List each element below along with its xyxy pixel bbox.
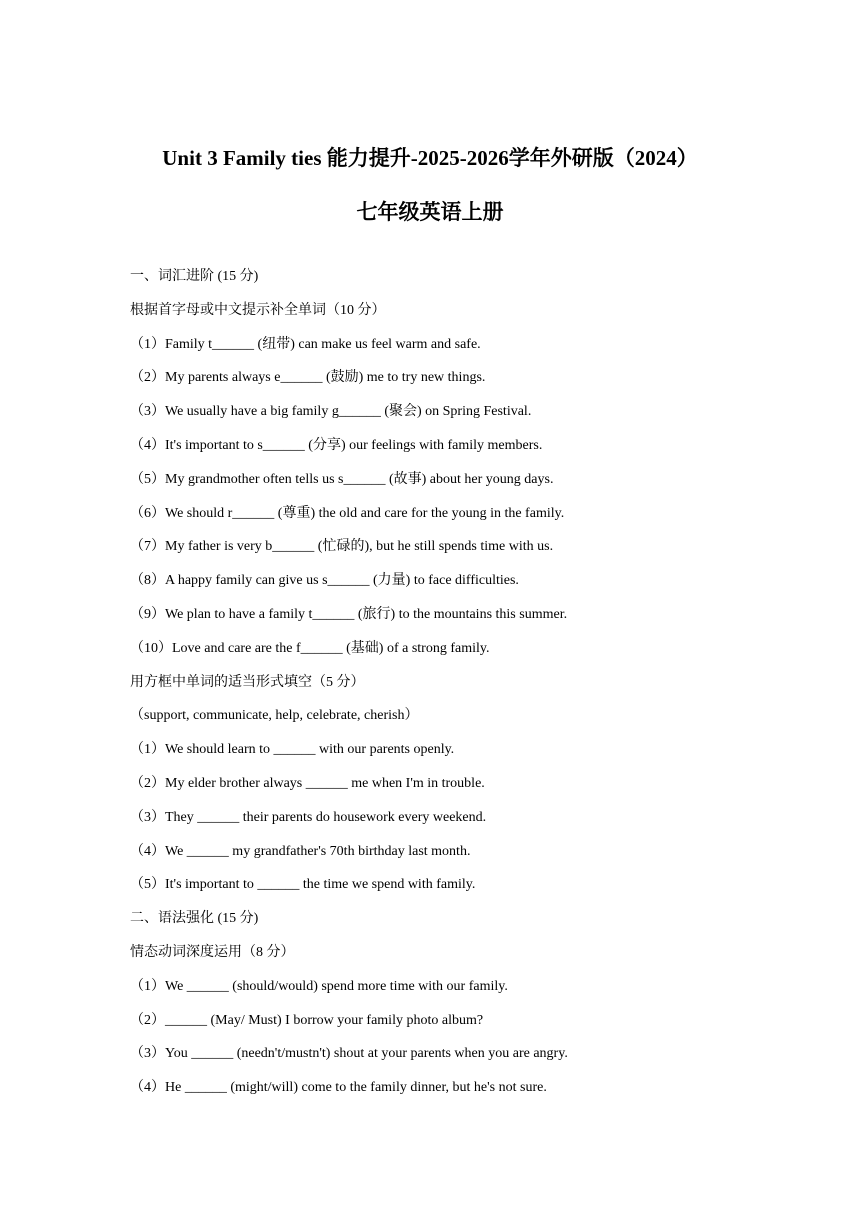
- question-item: （2）My elder brother always ______ me when I'm in trouble.: [130, 775, 485, 791]
- question-item: （2）My parents always e______ (鼓励) me to try new things.: [130, 370, 486, 386]
- question-item: （5）My grandmother often tells us s______ (故事) about her young days.: [130, 471, 554, 487]
- question-item: （1）Family t______ (纽带) can make us feel warm and safe.: [130, 336, 481, 352]
- section-heading-grammar: 二、语法强化 (15 分): [130, 911, 259, 927]
- question-item: （1）We ______ (should/would) spend more time with our family.: [130, 978, 508, 994]
- subsection-heading-modal-verbs: 情态动词深度运用（8 分）: [130, 944, 295, 960]
- document-title-line-1: Unit 3 Family ties 能力提升-2025-2026学年外研版（2024）: [162, 146, 698, 170]
- question-item: （7）My father is very b______ (忙碌的), but he still spends time with us.: [130, 539, 554, 555]
- question-item: （4）We ______ my grandfather's 70th birthday last month.: [130, 843, 471, 859]
- question-item: （4）It's important to s______ (分享) our feelings with family members.: [130, 437, 543, 453]
- question-item: （3）They ______ their parents do housework every weekend.: [130, 809, 487, 825]
- subsection-heading-word-box: 用方框中单词的适当形式填空（5 分）: [130, 674, 365, 690]
- question-item: （10）Love and care are the f______ (基础) of a strong family.: [130, 640, 490, 656]
- question-item: （1）We should learn to ______ with our parents openly.: [130, 742, 455, 758]
- word-box-list: （support, communicate, help, celebrate, cherish）: [130, 708, 419, 724]
- subsection-heading-fill-words: 根据首字母或中文提示补全单词（10 分）: [130, 302, 386, 318]
- question-item: （3）We usually have a big family g______ (聚会) on Spring Festival.: [130, 404, 532, 420]
- document-title-line-2: 七年级英语上册: [356, 200, 504, 224]
- section-heading-vocabulary: 一、词汇进阶 (15 分): [130, 269, 259, 284]
- question-item: （8）A happy family can give us s______ (力量) to face difficulties.: [130, 573, 519, 589]
- question-item: （6）We should r______ (尊重) the old and care for the young in the family.: [130, 505, 565, 521]
- document-body: [130, 266, 750, 1111]
- question-item: （5）It's important to ______ the time we spend with family.: [130, 877, 476, 893]
- question-item: （3）You ______ (needn't/mustn't) shout at your parents when you are angry.: [130, 1046, 568, 1062]
- question-item: （9）We plan to have a family t______ (旅行) to the mountains this summer.: [130, 606, 568, 622]
- question-item: （4）He ______ (might/will) come to the family dinner, but he's not sure.: [130, 1080, 547, 1096]
- question-item: （2）______ (May/ Must) I borrow your family photo album?: [130, 1012, 484, 1028]
